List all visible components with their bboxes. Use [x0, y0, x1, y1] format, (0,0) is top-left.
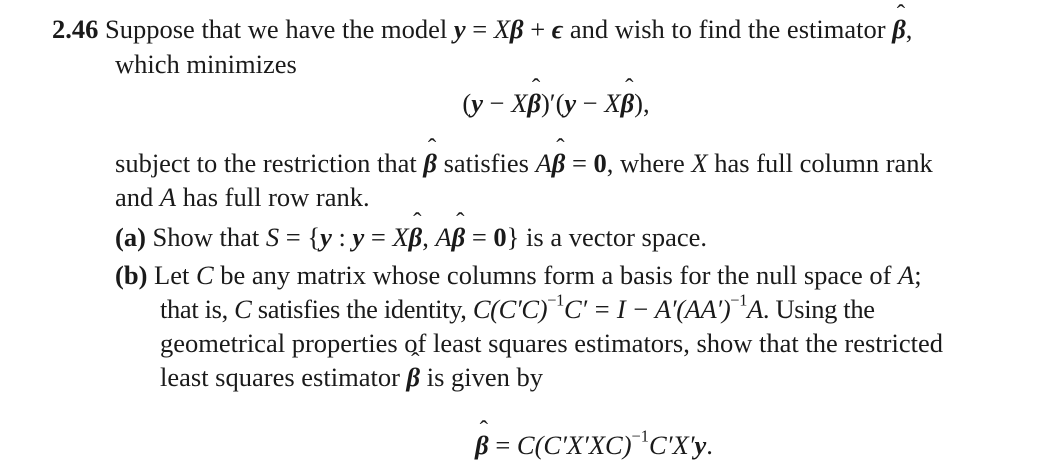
beta-hat: β ˆ — [892, 12, 906, 46]
problem-line-4: and A has full row rank. — [115, 182, 370, 212]
part-b-line-3: geometrical properties of least squares estimators, show that the restricted — [160, 328, 943, 358]
beta-hat: β ˆ — [621, 86, 635, 120]
problem-number: 2.46 — [52, 14, 99, 44]
problem-text: Suppose that we have the model — [105, 14, 454, 44]
estimator-formula: β ˆ = $C(C'X'XC)^{-1}C'X'y$. — [66, 428, 1056, 462]
part-a-label: (a) — [115, 222, 146, 252]
part-b-label: (b) — [115, 260, 148, 290]
objective-formula: (y − Xβ ˆ)′(y − Xβ ˆ), — [28, 86, 1056, 120]
beta-hat: β ˆ — [475, 428, 489, 462]
problem-line-1: 2.46 Suppose that we have the model y = Xβ + ϵ and wish to find the estimator β ˆ, — [52, 12, 912, 46]
part-b-line-2: that is, C satisfies the identity, $C(C'C)^{-1}C' = I - A'(AA')^{-1}A$. Using the — [160, 290, 875, 324]
beta-hat: β ˆ — [527, 86, 541, 120]
part-a: (a) Show that S = {y : y = Xβ ˆ, Aβ ˆ = 0} is a vector space. — [115, 220, 707, 254]
beta-hat: β ˆ — [407, 360, 421, 394]
beta-hat: β ˆ — [452, 220, 466, 254]
problem-line-3: subject to the restriction that β ˆ satisfies Aβ ˆ = 0, where X has full column rank — [115, 146, 933, 180]
part-b-line-4: least squares estimator β ˆ is given by — [160, 360, 543, 394]
beta-hat: β ˆ — [409, 220, 423, 254]
problem-line-2: which minimizes — [115, 49, 297, 79]
beta-hat: β ˆ — [423, 146, 437, 180]
beta-hat: β ˆ — [552, 146, 566, 180]
part-b-line-1: (b) Let C be any matrix whose columns form a basis for the null space of A; — [115, 260, 922, 290]
identity-formula: C(C′C) — [472, 294, 548, 324]
